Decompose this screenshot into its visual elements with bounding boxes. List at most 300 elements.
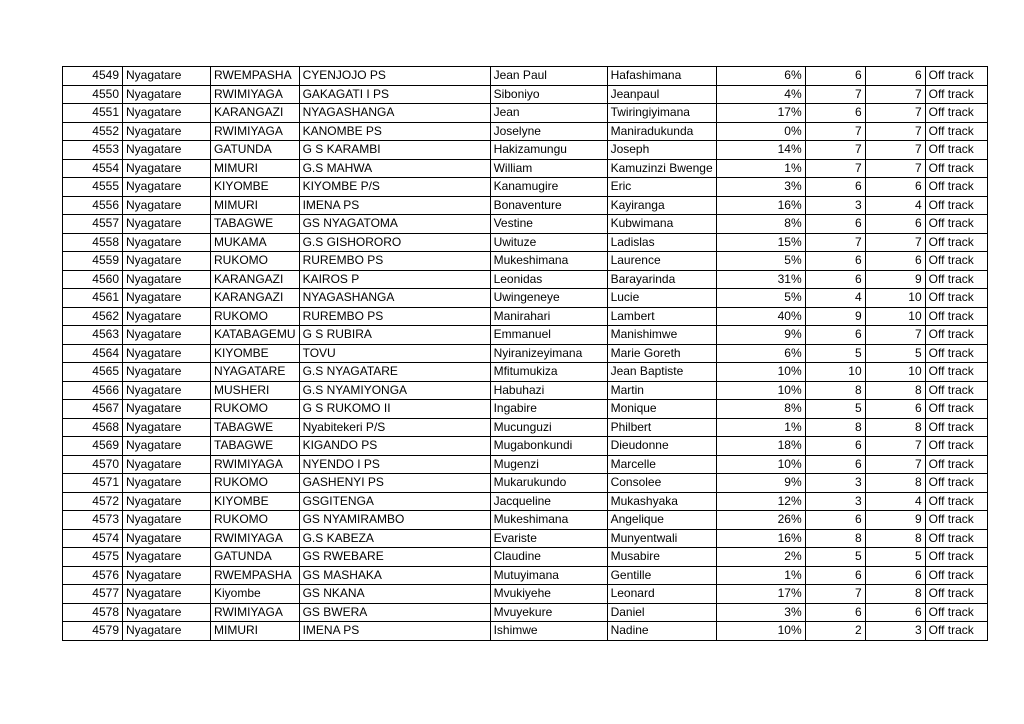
last-name-cell: Jean Baptiste <box>607 363 716 382</box>
percent-cell: 16% <box>716 529 805 548</box>
status-cell: Off track <box>925 622 987 641</box>
table-row <box>63 67 988 86</box>
last-name-cell: Manishimwe <box>607 326 716 345</box>
status-cell: Off track <box>925 585 987 604</box>
id-cell: 4568 <box>63 418 123 437</box>
id-cell: 4549 <box>63 67 123 86</box>
id-cell: 4555 <box>63 178 123 197</box>
id-cell: 4551 <box>63 104 123 123</box>
id-cell: 4556 <box>63 196 123 215</box>
last-name-cell: Joseph <box>607 141 716 160</box>
score-a-cell: 6 <box>805 437 865 456</box>
score-b-cell: 7 <box>865 104 925 123</box>
sector-cell: KATABAGEMU <box>211 326 300 345</box>
sector-cell: TABAGWE <box>211 418 300 437</box>
score-b-cell: 8 <box>865 418 925 437</box>
id-cell: 4553 <box>63 141 123 160</box>
last-name-cell: Ladislas <box>607 233 716 252</box>
table-row <box>63 400 988 419</box>
last-name-cell: Monique <box>607 400 716 419</box>
sector-cell: NYAGATARE <box>211 363 300 382</box>
score-b-cell: 8 <box>865 474 925 493</box>
district-cell: Nyagatare <box>123 67 211 86</box>
last-name-cell: Kayiranga <box>607 196 716 215</box>
id-cell: 4575 <box>63 548 123 567</box>
table-row <box>63 548 988 567</box>
score-b-cell: 10 <box>865 363 925 382</box>
table-row <box>63 381 988 400</box>
first-name-cell: Mutuyimana <box>490 566 607 585</box>
first-name-cell: Hakizamungu <box>490 141 607 160</box>
table-row <box>63 363 988 382</box>
status-cell: Off track <box>925 437 987 456</box>
score-b-cell: 6 <box>865 400 925 419</box>
score-a-cell: 6 <box>805 511 865 530</box>
district-cell: Nyagatare <box>123 196 211 215</box>
score-b-cell: 7 <box>865 233 925 252</box>
score-a-cell: 2 <box>805 622 865 641</box>
table-row <box>63 233 988 252</box>
sector-cell: TABAGWE <box>211 215 300 234</box>
sector-cell: RUKOMO <box>211 511 300 530</box>
table-row <box>63 511 988 530</box>
district-cell: Nyagatare <box>123 159 211 178</box>
first-name-cell: Ishimwe <box>490 622 607 641</box>
id-cell: 4562 <box>63 307 123 326</box>
sector-cell: MUKAMA <box>211 233 300 252</box>
score-b-cell: 6 <box>865 566 925 585</box>
score-b-cell: 7 <box>865 159 925 178</box>
score-a-cell: 6 <box>805 215 865 234</box>
district-cell: Nyagatare <box>123 178 211 197</box>
score-b-cell: 6 <box>865 252 925 271</box>
status-cell: Off track <box>925 474 987 493</box>
district-cell: Nyagatare <box>123 141 211 160</box>
id-cell: 4563 <box>63 326 123 345</box>
table-row <box>63 252 988 271</box>
last-name-cell: Daniel <box>607 603 716 622</box>
id-cell: 4572 <box>63 492 123 511</box>
score-b-cell: 4 <box>865 196 925 215</box>
table-row <box>63 178 988 197</box>
id-cell: 4578 <box>63 603 123 622</box>
table-row <box>63 603 988 622</box>
score-a-cell: 3 <box>805 474 865 493</box>
table-row <box>63 104 988 123</box>
status-cell: Off track <box>925 270 987 289</box>
table-row <box>63 437 988 456</box>
score-a-cell: 6 <box>805 270 865 289</box>
sector-cell: MIMURI <box>211 622 300 641</box>
table-row <box>63 326 988 345</box>
percent-cell: 3% <box>716 178 805 197</box>
district-cell: Nyagatare <box>123 326 211 345</box>
last-name-cell: Jeanpaul <box>607 85 716 104</box>
score-a-cell: 5 <box>805 344 865 363</box>
score-b-cell: 3 <box>865 622 925 641</box>
score-b-cell: 5 <box>865 548 925 567</box>
percent-cell: 1% <box>716 566 805 585</box>
score-b-cell: 5 <box>865 344 925 363</box>
school-cell: TOVU <box>299 344 490 363</box>
score-b-cell: 10 <box>865 307 925 326</box>
school-cell: NYAGASHANGA <box>299 289 490 308</box>
status-cell: Off track <box>925 122 987 141</box>
score-a-cell: 7 <box>805 159 865 178</box>
score-a-cell: 7 <box>805 585 865 604</box>
district-cell: Nyagatare <box>123 104 211 123</box>
sector-cell: KIYOMBE <box>211 344 300 363</box>
table-row <box>63 196 988 215</box>
first-name-cell: Mukeshimana <box>490 511 607 530</box>
sector-cell: RWEMPASHA <box>211 566 300 585</box>
percent-cell: 1% <box>716 159 805 178</box>
score-b-cell: 7 <box>865 141 925 160</box>
table-row <box>63 141 988 160</box>
district-cell: Nyagatare <box>123 400 211 419</box>
id-cell: 4560 <box>63 270 123 289</box>
district-cell: Nyagatare <box>123 381 211 400</box>
score-a-cell: 6 <box>805 104 865 123</box>
percent-cell: 0% <box>716 122 805 141</box>
id-cell: 4569 <box>63 437 123 456</box>
score-a-cell: 6 <box>805 603 865 622</box>
score-b-cell: 6 <box>865 215 925 234</box>
status-cell: Off track <box>925 381 987 400</box>
school-cell: GS MASHAKA <box>299 566 490 585</box>
score-a-cell: 7 <box>805 141 865 160</box>
status-cell: Off track <box>925 215 987 234</box>
score-a-cell: 9 <box>805 307 865 326</box>
sector-cell: RUKOMO <box>211 307 300 326</box>
district-cell: Nyagatare <box>123 122 211 141</box>
table-row <box>63 344 988 363</box>
id-cell: 4566 <box>63 381 123 400</box>
score-a-cell: 6 <box>805 252 865 271</box>
status-cell: Off track <box>925 307 987 326</box>
school-cell: G.S NYAMIYONGA <box>299 381 490 400</box>
sector-cell: MIMURI <box>211 196 300 215</box>
sector-cell: RUKOMO <box>211 400 300 419</box>
district-cell: Nyagatare <box>123 529 211 548</box>
district-cell: Nyagatare <box>123 603 211 622</box>
table-row <box>63 474 988 493</box>
score-a-cell: 5 <box>805 400 865 419</box>
data-table <box>62 66 988 641</box>
last-name-cell: Lucie <box>607 289 716 308</box>
status-cell: Off track <box>925 566 987 585</box>
sector-cell: KIYOMBE <box>211 178 300 197</box>
school-cell: G.S NYAGATARE <box>299 363 490 382</box>
table-row <box>63 215 988 234</box>
id-cell: 4552 <box>63 122 123 141</box>
first-name-cell: Mucunguzi <box>490 418 607 437</box>
last-name-cell: Consolee <box>607 474 716 493</box>
school-cell: RUREMBO PS <box>299 307 490 326</box>
district-cell: Nyagatare <box>123 585 211 604</box>
score-b-cell: 7 <box>865 437 925 456</box>
table-row <box>63 585 988 604</box>
first-name-cell: Emmanuel <box>490 326 607 345</box>
school-cell: KANOMBE PS <box>299 122 490 141</box>
id-cell: 4564 <box>63 344 123 363</box>
school-cell: NYENDO I PS <box>299 455 490 474</box>
percent-cell: 14% <box>716 141 805 160</box>
table-row <box>63 122 988 141</box>
percent-cell: 3% <box>716 603 805 622</box>
id-cell: 4571 <box>63 474 123 493</box>
table-row <box>63 159 988 178</box>
score-a-cell: 8 <box>805 529 865 548</box>
district-cell: Nyagatare <box>123 548 211 567</box>
school-cell: KIGANDO PS <box>299 437 490 456</box>
percent-cell: 17% <box>716 104 805 123</box>
score-b-cell: 6 <box>865 67 925 86</box>
id-cell: 4579 <box>63 622 123 641</box>
last-name-cell: Gentille <box>607 566 716 585</box>
id-cell: 4574 <box>63 529 123 548</box>
score-a-cell: 6 <box>805 178 865 197</box>
id-cell: 4567 <box>63 400 123 419</box>
score-a-cell: 8 <box>805 381 865 400</box>
last-name-cell: Eric <box>607 178 716 197</box>
sector-cell: RWIMIYAGA <box>211 603 300 622</box>
school-cell: G.S GISHORORO <box>299 233 490 252</box>
sector-cell: KARANGAZI <box>211 289 300 308</box>
first-name-cell: Mugabonkundi <box>490 437 607 456</box>
score-b-cell: 9 <box>865 511 925 530</box>
school-cell: G S RUKOMO II <box>299 400 490 419</box>
last-name-cell: Kamuzinzi Bwenge <box>607 159 716 178</box>
id-cell: 4577 <box>63 585 123 604</box>
status-cell: Off track <box>925 548 987 567</box>
district-cell: Nyagatare <box>123 455 211 474</box>
last-name-cell: Nadine <box>607 622 716 641</box>
id-cell: 4559 <box>63 252 123 271</box>
status-cell: Off track <box>925 400 987 419</box>
score-a-cell: 6 <box>805 566 865 585</box>
score-b-cell: 7 <box>865 455 925 474</box>
first-name-cell: Mvukiyehe <box>490 585 607 604</box>
district-cell: Nyagatare <box>123 492 211 511</box>
status-cell: Off track <box>925 104 987 123</box>
first-name-cell: Jean Paul <box>490 67 607 86</box>
district-cell: Nyagatare <box>123 437 211 456</box>
id-cell: 4558 <box>63 233 123 252</box>
last-name-cell: Martin <box>607 381 716 400</box>
percent-cell: 9% <box>716 326 805 345</box>
last-name-cell: Barayarinda <box>607 270 716 289</box>
school-cell: GS BWERA <box>299 603 490 622</box>
percent-cell: 10% <box>716 622 805 641</box>
percent-cell: 8% <box>716 400 805 419</box>
status-cell: Off track <box>925 492 987 511</box>
score-b-cell: 9 <box>865 270 925 289</box>
status-cell: Off track <box>925 178 987 197</box>
sector-cell: MIMURI <box>211 159 300 178</box>
table-row <box>63 289 988 308</box>
school-cell: GS NKANA <box>299 585 490 604</box>
last-name-cell: Laurence <box>607 252 716 271</box>
first-name-cell: Habuhazi <box>490 381 607 400</box>
last-name-cell: Maniradukunda <box>607 122 716 141</box>
score-b-cell: 8 <box>865 585 925 604</box>
table-row <box>63 270 988 289</box>
school-cell: GSGITENGA <box>299 492 490 511</box>
id-cell: 4561 <box>63 289 123 308</box>
percent-cell: 40% <box>716 307 805 326</box>
school-cell: GAKAGATI I PS <box>299 85 490 104</box>
school-cell: NYAGASHANGA <box>299 104 490 123</box>
score-b-cell: 8 <box>865 529 925 548</box>
school-cell: G.S KABEZA <box>299 529 490 548</box>
id-cell: 4554 <box>63 159 123 178</box>
table-row <box>63 529 988 548</box>
score-a-cell: 10 <box>805 363 865 382</box>
last-name-cell: Musabire <box>607 548 716 567</box>
score-a-cell: 5 <box>805 548 865 567</box>
sector-cell: RWEMPASHA <box>211 67 300 86</box>
status-cell: Off track <box>925 289 987 308</box>
district-cell: Nyagatare <box>123 474 211 493</box>
first-name-cell: Evariste <box>490 529 607 548</box>
school-cell: G.S MAHWA <box>299 159 490 178</box>
school-cell: CYENJOJO PS <box>299 67 490 86</box>
sector-cell: Kiyombe <box>211 585 300 604</box>
percent-cell: 8% <box>716 215 805 234</box>
score-b-cell: 7 <box>865 85 925 104</box>
first-name-cell: Uwituze <box>490 233 607 252</box>
percent-cell: 5% <box>716 252 805 271</box>
district-cell: Nyagatare <box>123 344 211 363</box>
last-name-cell: Twiringiyimana <box>607 104 716 123</box>
sector-cell: KIYOMBE <box>211 492 300 511</box>
status-cell: Off track <box>925 85 987 104</box>
status-cell: Off track <box>925 233 987 252</box>
percent-cell: 12% <box>716 492 805 511</box>
score-a-cell: 6 <box>805 326 865 345</box>
percent-cell: 10% <box>716 363 805 382</box>
last-name-cell: Munyentwali <box>607 529 716 548</box>
sector-cell: RWIMIYAGA <box>211 122 300 141</box>
status-cell: Off track <box>925 159 987 178</box>
district-cell: Nyagatare <box>123 363 211 382</box>
first-name-cell: Jacqueline <box>490 492 607 511</box>
sector-cell: TABAGWE <box>211 437 300 456</box>
percent-cell: 1% <box>716 418 805 437</box>
table-row <box>63 455 988 474</box>
last-name-cell: Marie Goreth <box>607 344 716 363</box>
percent-cell: 10% <box>716 381 805 400</box>
district-cell: Nyagatare <box>123 270 211 289</box>
school-cell: KIYOMBE P/S <box>299 178 490 197</box>
table-row <box>63 418 988 437</box>
district-cell: Nyagatare <box>123 252 211 271</box>
last-name-cell: Leonard <box>607 585 716 604</box>
school-cell: IMENA PS <box>299 196 490 215</box>
district-cell: Nyagatare <box>123 85 211 104</box>
percent-cell: 6% <box>716 67 805 86</box>
last-name-cell: Angelique <box>607 511 716 530</box>
first-name-cell: Mfitumukiza <box>490 363 607 382</box>
first-name-cell: Mugenzi <box>490 455 607 474</box>
school-cell: RUREMBO PS <box>299 252 490 271</box>
sector-cell: GATUNDA <box>211 141 300 160</box>
table-row <box>63 85 988 104</box>
first-name-cell: Mukarukundo <box>490 474 607 493</box>
first-name-cell: Mvuyekure <box>490 603 607 622</box>
sector-cell: GATUNDA <box>211 548 300 567</box>
status-cell: Off track <box>925 67 987 86</box>
first-name-cell: Siboniyo <box>490 85 607 104</box>
score-b-cell: 6 <box>865 603 925 622</box>
sector-cell: KARANGAZI <box>211 104 300 123</box>
table-body <box>63 67 988 641</box>
first-name-cell: Nyiranizeyimana <box>490 344 607 363</box>
percent-cell: 2% <box>716 548 805 567</box>
school-cell: G S RUBIRA <box>299 326 490 345</box>
percent-cell: 16% <box>716 196 805 215</box>
first-name-cell: Leonidas <box>490 270 607 289</box>
table-row <box>63 492 988 511</box>
school-cell: IMENA PS <box>299 622 490 641</box>
school-cell: GASHENYI PS <box>299 474 490 493</box>
first-name-cell: Ingabire <box>490 400 607 419</box>
first-name-cell: Vestine <box>490 215 607 234</box>
status-cell: Off track <box>925 418 987 437</box>
status-cell: Off track <box>925 529 987 548</box>
last-name-cell: Philbert <box>607 418 716 437</box>
status-cell: Off track <box>925 141 987 160</box>
percent-cell: 6% <box>716 344 805 363</box>
percent-cell: 18% <box>716 437 805 456</box>
district-cell: Nyagatare <box>123 511 211 530</box>
first-name-cell: Mukeshimana <box>490 252 607 271</box>
score-b-cell: 4 <box>865 492 925 511</box>
id-cell: 4550 <box>63 85 123 104</box>
status-cell: Off track <box>925 252 987 271</box>
district-cell: Nyagatare <box>123 418 211 437</box>
score-b-cell: 7 <box>865 326 925 345</box>
first-name-cell: Uwingeneye <box>490 289 607 308</box>
status-cell: Off track <box>925 455 987 474</box>
first-name-cell: Manirahari <box>490 307 607 326</box>
id-cell: 4570 <box>63 455 123 474</box>
sector-cell: MUSHERI <box>211 381 300 400</box>
status-cell: Off track <box>925 511 987 530</box>
id-cell: 4565 <box>63 363 123 382</box>
score-a-cell: 6 <box>805 67 865 86</box>
status-cell: Off track <box>925 196 987 215</box>
score-a-cell: 3 <box>805 492 865 511</box>
status-cell: Off track <box>925 363 987 382</box>
sector-cell: RUKOMO <box>211 252 300 271</box>
score-a-cell: 7 <box>805 85 865 104</box>
percent-cell: 17% <box>716 585 805 604</box>
score-b-cell: 10 <box>865 289 925 308</box>
percent-cell: 15% <box>716 233 805 252</box>
score-b-cell: 6 <box>865 178 925 197</box>
score-a-cell: 3 <box>805 196 865 215</box>
score-a-cell: 7 <box>805 122 865 141</box>
school-cell: Nyabitekeri P/S <box>299 418 490 437</box>
district-cell: Nyagatare <box>123 233 211 252</box>
district-cell: Nyagatare <box>123 215 211 234</box>
table-row <box>63 622 988 641</box>
id-cell: 4557 <box>63 215 123 234</box>
score-b-cell: 8 <box>865 381 925 400</box>
sector-cell: RWIMIYAGA <box>211 455 300 474</box>
